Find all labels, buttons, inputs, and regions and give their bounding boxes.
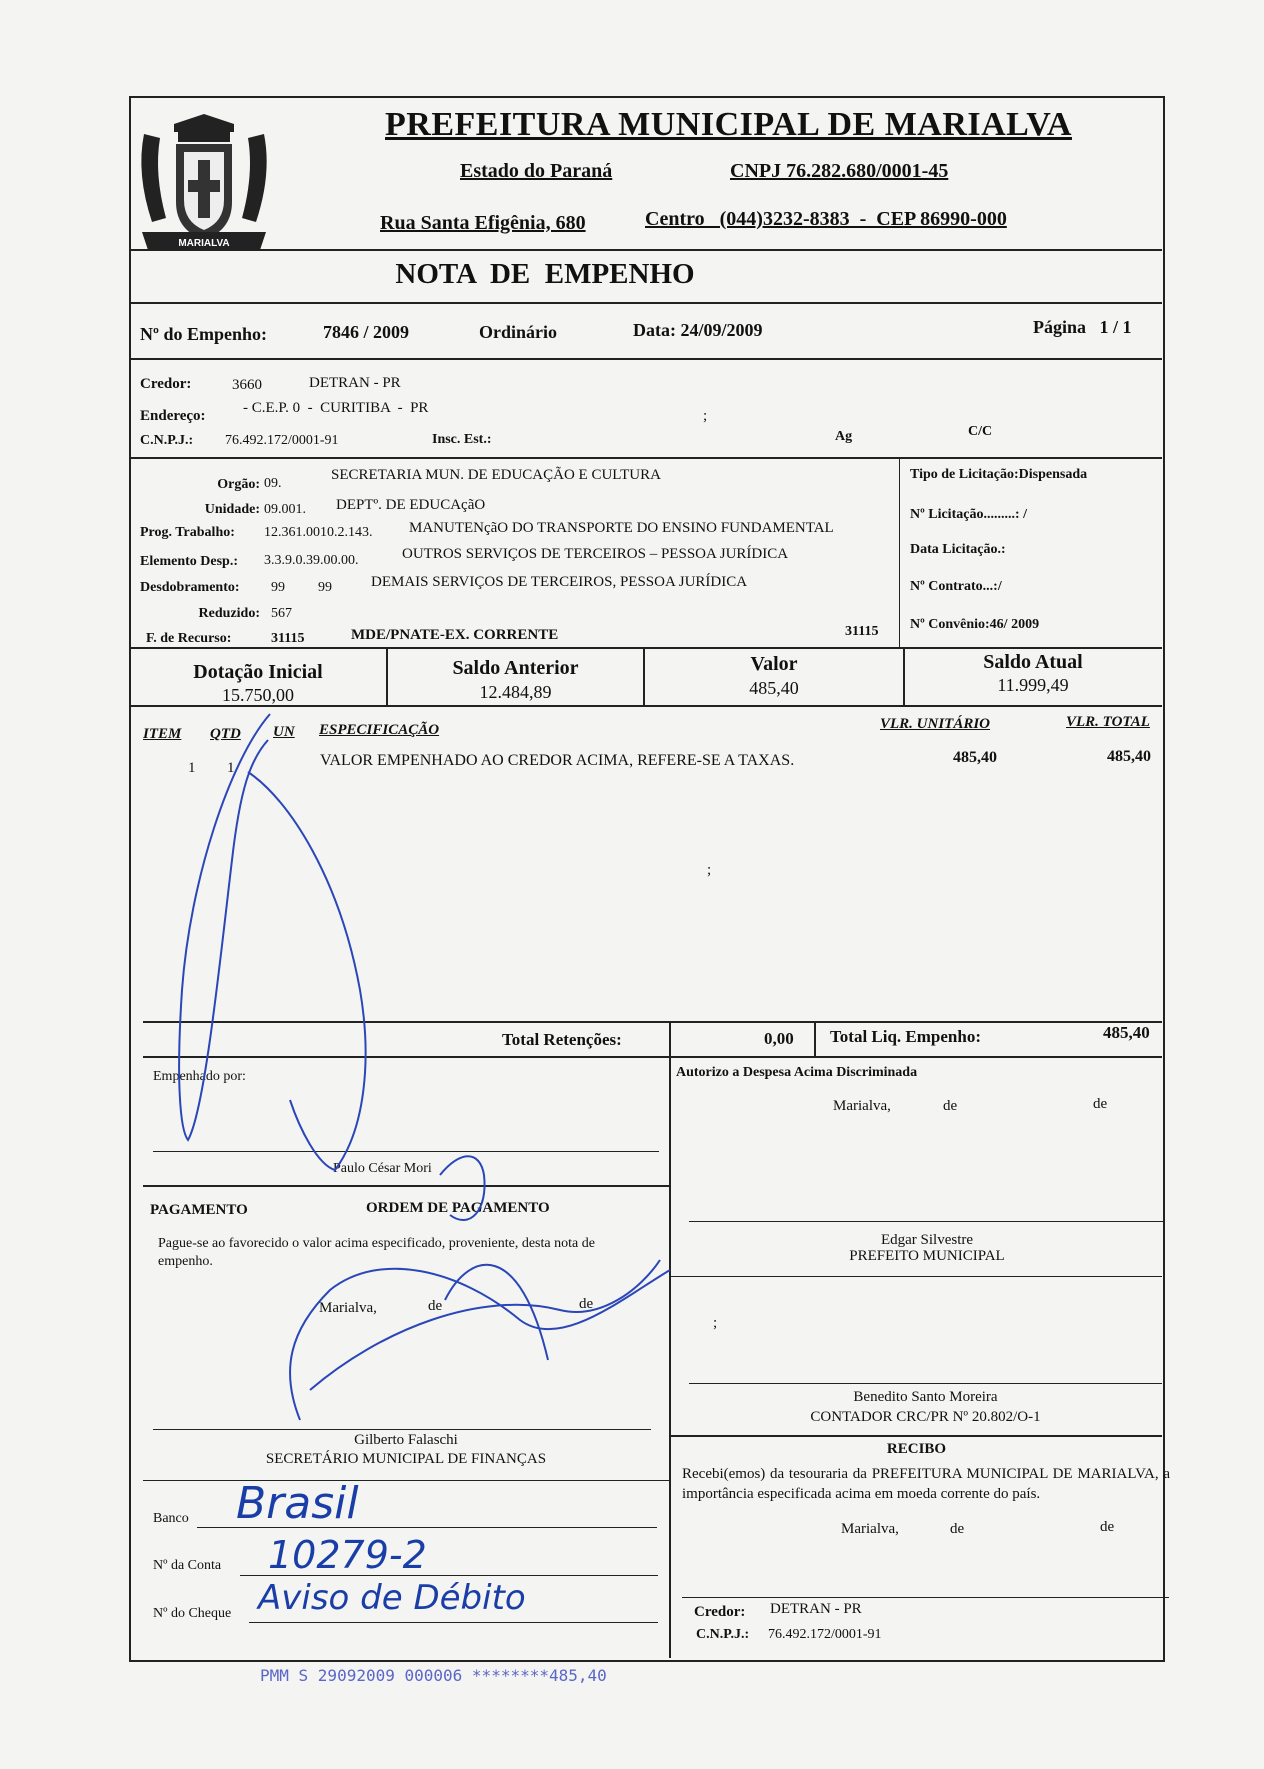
total-value-header: VLR. TOTAL [1066, 714, 1150, 730]
valor-label: Valor [750, 653, 798, 675]
document-title: NOTA DE EMPENHO [395, 258, 695, 290]
state-name: Estado do Paraná [460, 160, 613, 182]
conta-label: Nº da Conta [153, 1558, 222, 1573]
empenho-number: 7846 / 2009 [323, 322, 410, 342]
orgao-label: Orgão: [217, 477, 260, 492]
account-label: C/C [968, 424, 993, 439]
district-phone-cep: Centro (044)3232-8383 - CEP 86990-000 [645, 208, 1007, 230]
autorizo-de-1: de [943, 1098, 958, 1114]
elemento-label: Elemento Desp.: [140, 554, 238, 569]
stray-mark: ; [703, 408, 708, 424]
stray-mark: ; [713, 1315, 718, 1331]
row-unit-value: 485,40 [953, 749, 997, 766]
dotacao-label: Dotação Inicial [193, 661, 323, 683]
liquido-label: Total Liq. Empenho: [830, 1027, 981, 1046]
street-address: Rua Santa Efigênia, 680 [380, 212, 586, 234]
recibo-city: Marialva, [841, 1521, 899, 1537]
recibo-credor: DETRAN - PR [770, 1601, 862, 1617]
agency-label: Ag [835, 429, 853, 444]
saldo-anterior-value: 12.484,89 [479, 682, 552, 702]
contador-name: Benedito Santo Moreira [853, 1389, 998, 1405]
recurso-label: F. de Recurso: [146, 631, 232, 646]
recibo-de-1: de [950, 1521, 965, 1537]
cheque-value: Aviso de Débito [258, 1578, 526, 1618]
row-item: 1 [188, 760, 196, 776]
prefeito-name: Edgar Silvestre [880, 1232, 974, 1248]
elemento-desc: OUTROS SERVIÇOS DE TERCEIROS – PESSOA JURÍDICA [402, 546, 789, 562]
recibo-credor-label: Credor: [694, 1604, 746, 1620]
item-header: ITEM [143, 726, 182, 742]
secretario-role: SECRETÁRIO MUNICIPAL DE FINANÇAS [265, 1451, 547, 1467]
recurso-code-right: 31115 [845, 624, 879, 639]
secretario-name: Gilberto Falaschi [354, 1432, 458, 1448]
recibo-cnpj-label: C.N.P.J.: [696, 1627, 750, 1642]
desdobramento-desc: DEMAIS SERVIÇOS DE TERCEIROS, PESSOA JURÍDICA [371, 574, 748, 590]
especificacao-header: ESPECIFICAÇÃO [319, 722, 440, 738]
desdobramento-code: 99 [271, 580, 285, 595]
empenho-number-label: Nº do Empenho: [140, 324, 267, 344]
pagamento-city: Marialva, [319, 1300, 377, 1316]
recibo-cnpj: 76.492.172/0001-91 [768, 1627, 882, 1642]
credor-address: - C.E.P. 0 - CURITIBA - PR [243, 400, 429, 416]
pagamento-de-1: de [428, 1298, 443, 1314]
autorizo-city: Marialva, [833, 1098, 891, 1114]
banco-value: Brasil [236, 1478, 359, 1529]
licitacao-data: Data Licitação.: [910, 542, 1006, 557]
pagamento-label: PAGAMENTO [150, 1202, 248, 1218]
recibo-de-2: de [1100, 1519, 1115, 1535]
saldo-atual-value: 11.999,49 [997, 675, 1069, 695]
prog-desc: MANUTENçãO DO TRANSPORTE DO ENSINO FUNDAMENTAL [409, 520, 834, 536]
desdobramento-label: Desdobramento: [140, 580, 240, 595]
row-qtd: 1 [227, 760, 235, 776]
cheque-label: Nº do Cheque [153, 1606, 232, 1621]
cnpj-label: C.N.P.J.: [140, 433, 194, 448]
credor-name: DETRAN - PR [309, 375, 401, 391]
prog-code: 12.361.0010.2.143. [264, 525, 373, 540]
pagamento-text: Pague-se ao favorecido o valor acima especificado, proveniente, desta nota de empenho. [158, 1236, 595, 1269]
seal-text: MARIALVA [178, 238, 230, 249]
un-header: UN [273, 724, 295, 740]
recurso-desc: MDE/PNATE-EX. CORRENTE [351, 627, 559, 643]
credor-code: 3660 [232, 377, 262, 393]
row-description: VALOR EMPENHADO AO CREDOR ACIMA, REFERE-SE A TAXAS. [320, 752, 795, 769]
unidade-label: Unidade: [204, 502, 260, 517]
dotacao-value: 15.750,00 [222, 685, 294, 705]
saldo-anterior-label: Saldo Anterior [452, 657, 579, 679]
unidade-code: 09.001. [264, 502, 306, 517]
retencoes-label: Total Retenções: [502, 1030, 622, 1049]
credor-label: Credor: [140, 376, 192, 392]
ordem-pagamento-label: ORDEM DE PAGAMENTO [366, 1200, 550, 1216]
contador-role: CONTADOR CRC/PR Nº 20.802/O-1 [810, 1409, 1041, 1425]
convenio-numero: Nº Convênio:46/ 2009 [910, 617, 1040, 632]
licitacao-numero: Nº Licitação.........: / [910, 507, 1027, 522]
orgao-code: 09. [264, 476, 282, 491]
empenhado-label: Empenhado por: [153, 1069, 246, 1084]
insc-est-label: Insc. Est.: [432, 432, 492, 447]
prefeito-role: PREFEITO MUNICIPAL [849, 1248, 1005, 1264]
recibo-label: RECIBO [886, 1441, 947, 1457]
autorizo-de-2: de [1093, 1096, 1108, 1112]
recurso-code: 31115 [271, 631, 305, 646]
empenhado-signer: Paulo César Mori [333, 1161, 432, 1176]
unidade-desc: DEPTº. DE EDUCAçãO [336, 497, 486, 513]
liquido-value: 485,40 [1103, 1023, 1150, 1042]
stray-mark: ; [707, 862, 712, 878]
page-number: Página 1 / 1 [1033, 317, 1132, 337]
reduzido-label: Reduzido: [198, 606, 260, 621]
conta-value: 10279-2 [268, 1533, 427, 1577]
municipality-title: PREFEITURA MUNICIPAL DE MARIALVA [385, 106, 1072, 143]
empenho-date: Data: 24/09/2009 [633, 320, 763, 340]
pagamento-de-2: de [579, 1296, 594, 1312]
saldo-atual-label: Saldo Atual [983, 651, 1083, 673]
orgao-desc: SECRETARIA MUN. DE EDUCAÇÃO E CULTURA [331, 467, 661, 483]
banco-label: Banco [153, 1511, 189, 1526]
row-total-value: 485,40 [1107, 748, 1151, 765]
retencoes-value: 0,00 [764, 1029, 794, 1048]
recibo-text: Recebi(emos) da tesouraria da PREFEITURA MUNICIPAL DE MARIALVA, a importância especificada acima em moeda corrente do país. [682, 1466, 1170, 1502]
unit-value-header: VLR. UNITÁRIO [880, 716, 991, 732]
prog-label: Prog. Trabalho: [140, 525, 235, 540]
credor-cnpj: 76.492.172/0001-91 [225, 433, 339, 448]
valor-value: 485,40 [749, 678, 799, 698]
reduzido-value: 567 [271, 606, 292, 621]
desdobramento-code-2: 99 [318, 580, 332, 595]
cashier-stamp: PMM S 29092009 000006 ********485,40 [260, 1666, 607, 1685]
contrato-numero: Nº Contrato...:/ [910, 579, 1002, 594]
elemento-code: 3.3.9.0.39.00.00. [264, 553, 359, 568]
licitacao-tipo: Tipo de Licitação:Dispensada [910, 467, 1088, 482]
address-label: Endereço: [140, 408, 206, 424]
qtd-header: QTD [210, 726, 241, 742]
municipality-cnpj: CNPJ 76.282.680/0001-45 [730, 160, 949, 182]
autorizo-label: Autorizo a Despesa Acima Discriminada [676, 1065, 918, 1080]
empenho-type: Ordinário [479, 322, 558, 342]
